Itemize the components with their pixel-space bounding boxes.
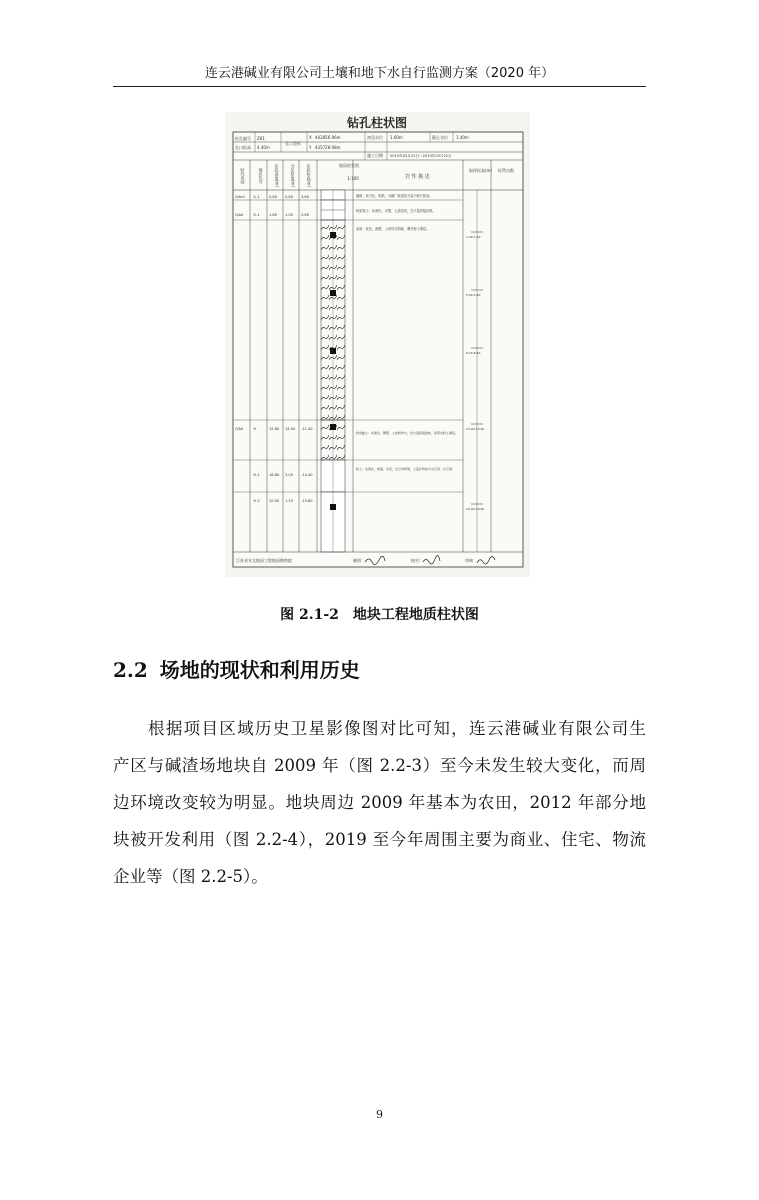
body-paragraph: [113, 710, 646, 895]
layer-depth: 0.80: [269, 195, 278, 199]
field-value: 435728.98m: [315, 145, 341, 150]
sample-depth: 8.00-8.40: [466, 351, 481, 355]
layer-thick: 3.00: [285, 473, 294, 477]
layer-code: ③-1: [253, 473, 260, 477]
sample-depth: 5.00-5.40: [466, 293, 481, 297]
page-number: 9: [376, 1108, 383, 1121]
layer-code: ③: [253, 427, 257, 431]
field-value: 1.40m: [456, 135, 469, 140]
layer-code: ②-1: [253, 213, 260, 217]
field-label: Y: [309, 145, 312, 150]
layer-depth: 18.80: [269, 473, 280, 477]
layer-code: ③-2: [253, 499, 260, 503]
paragraph-line: 根据项目区域历史卫星影像图对比可知，连云港碱业有限公司生: [148, 719, 646, 738]
col-header: 岩 性 描 述: [405, 174, 430, 180]
layer-desc: 粉质黏土：灰黄色，硬塑，土质较均匀，含少量铁锰结核，局部夹粉土薄层。: [356, 431, 459, 435]
col-header: 地层代号: [258, 168, 264, 184]
check-label: 校对：: [411, 558, 423, 563]
section-heading: [113, 654, 360, 683]
field-label: 孔口坐标: [285, 141, 301, 146]
col-header: 时代成因: [240, 168, 246, 184]
paragraph-line: 块被开发利用（图 2.2-4），2019 至今年周围主要为商业、住宅、物流: [113, 830, 646, 849]
layer-elev: -11.40: [301, 427, 313, 431]
field-label: X: [309, 135, 312, 140]
layer-elev: -14.40: [301, 473, 313, 477]
sample-depth: 13.00-13.40: [466, 427, 485, 431]
field-value: ZK1: [257, 136, 265, 141]
layer-thick: 0.80: [285, 195, 294, 199]
running-header: 连云港碱业有限公司土壤和地下水自行监测方案（2020 年）: [204, 66, 555, 81]
field-label: 孔口标高: [235, 145, 251, 150]
org-name: 江苏省水文地质工程地质勘察院: [236, 558, 292, 563]
scale-label: 1:100: [347, 176, 359, 181]
header-rule: [113, 86, 646, 87]
field-value: 442856.96m: [315, 135, 341, 140]
layer-desc: 淤泥：灰色，流塑，土质均匀细腻，偶夹粉土薄层。: [356, 227, 430, 231]
col-header: 层底标高(m): [306, 164, 312, 188]
layer-depth: 1.80: [269, 213, 278, 217]
field-label: 初见水位: [367, 135, 383, 140]
layer-desc: 碱渣：灰白色，松散，为碱厂废渣及少量小碎石组成。: [356, 194, 433, 198]
col-header: 标贯击数: [498, 168, 514, 173]
paragraph-line: 边环境改变较为明显。地块周边 2009 年基本为农田，2012 年部分地: [113, 793, 646, 812]
col-header: 分层厚度(m): [290, 164, 296, 188]
section-number: 2.2: [113, 658, 148, 682]
field-label: 钻孔编号: [235, 136, 251, 141]
layer-thick: 14.00: [285, 427, 296, 431]
layer-depth: 15.80: [269, 427, 280, 431]
sample-depth: 1.30-1.60: [466, 235, 481, 239]
draw-label: 制图：: [353, 558, 365, 563]
layer-desc: 粉土：灰黄色，稍湿，中密，含云母碎屑，土层矿物成分为石英、长石等。: [356, 467, 456, 471]
col-header: 取样标高(m): [469, 168, 493, 173]
field-value: 2019年03月22日～2019年03月22日: [390, 154, 452, 158]
section-title: 场地的现状和利用历史: [159, 658, 360, 682]
field-value: 1.60m: [390, 135, 403, 140]
col-header: 地质柱状图: [339, 163, 359, 168]
layer-age: Q4ml: [235, 195, 245, 199]
layer-elev: 2.60: [301, 213, 310, 217]
layer-thick: 1.20: [285, 499, 294, 503]
layer-elev: -15.60: [301, 499, 313, 503]
log-title: 钻孔柱状图: [346, 116, 408, 130]
layer-age: Q4al: [235, 213, 244, 217]
borehole-log-figure: [225, 112, 530, 577]
col-header: 层底深度(m): [274, 164, 280, 188]
paragraph-line: 企业等（图 2.2-5）。: [113, 867, 268, 886]
review-label: 审核：: [465, 558, 477, 563]
sample-depth: 19.00-19.50: [466, 507, 485, 511]
layer-desc: 粉质黏土：灰黄色，可塑，土质较均，含少量铁锰结核。: [356, 209, 436, 213]
layer-code: ①-1: [253, 195, 260, 199]
layer-thick: 1.00: [285, 213, 294, 217]
layer-elev: 3.60: [301, 195, 310, 199]
layer-age: Q3al: [235, 427, 244, 431]
layer-depth: 20.00: [269, 499, 280, 503]
field-label: 静止水位: [432, 135, 448, 140]
borehole-log-svg: [225, 112, 530, 577]
figure-caption: 图 2.1-2 地块工程地质柱状图: [280, 607, 479, 623]
field-label: 施工日期: [367, 153, 383, 158]
field-value: 4.40m: [257, 145, 270, 150]
paragraph-line: 产区与碱渣场地块自 2009 年（图 2.2-3）至今未发生较大变化，而周: [113, 756, 646, 775]
